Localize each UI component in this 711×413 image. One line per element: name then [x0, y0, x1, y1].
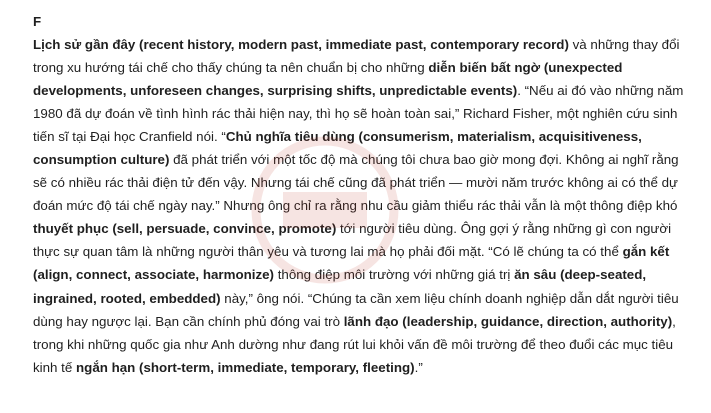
document-body	[33, 10, 685, 379]
text-run: , trong khi những quốc gia như Anh dường như đang rút lui khỏi vấn đề môi trường để theo đuổi các mục tiêu kinh tế	[33, 313, 676, 375]
bold-term: ăn sâu (deep-seated, ingrained, rooted, embedded)	[33, 267, 647, 306]
paragraph-f	[33, 33, 685, 379]
bold-term: Lịch sử gần đây (recent history, modern past, immediate past, contemporary record)	[33, 37, 569, 52]
bold-term: lãnh đạo (leadership, guidance, direction, authority)	[343, 313, 673, 329]
bold-term: Chủ nghĩa tiêu dùng (consumerism, materialism, acquisitiveness, consumption culture)	[33, 129, 642, 168]
text-run: .”	[414, 359, 423, 375]
section-label: F	[33, 14, 42, 29]
text-run: đã phát triển với một tốc độ mà chúng tôi chưa bao giờ mong đợi. Không ai nghĩ rằng sẽ có nhiều rác thải điện tử đến vậy. Nhưng tái chế cũng đã phát triển — mười năm trước không ai có thể dự đoán mức độ tái chế ngày nay.” Nhưng ông chỉ ra rằng nhu cầu giảm thiểu rác thải vẫn là một thông điệp khó	[33, 152, 679, 214]
bold-term: diễn biến bất ngờ (unexpected developments, unforeseen changes, surprising shifts, unpredictable events)	[33, 60, 623, 99]
bold-term: thuyết phục (sell, persuade, convince, promote)	[33, 221, 337, 237]
bold-term: gắn kết (align, connect, associate, harmonize)	[33, 244, 670, 283]
text-run: này,” ông nói. “Chúng ta cần xem liệu chính doanh nghiệp dẫn dắt người tiêu dùng hay ngược lại. Bạn cần chính phủ đóng vai trò	[33, 290, 679, 329]
text-run: và những thay đổi trong xu hướng tái chế cho thấy chúng ta nên chuẩn bị cho những	[33, 37, 680, 76]
text-run: . “Nếu ai đó vào những năm 1980 đã dự đoán về tình hình rác thải hiện nay, thì họ sẽ hoàn toàn sai,” Richard Fisher, một nghiên cứu sinh tiến sĩ tại Đại học Cranfield nói. “	[33, 83, 684, 145]
text-run: thông điệp môi trường với những giá trị	[274, 267, 515, 283]
bold-term: ngắn hạn (short-term, immediate, temporary, fleeting)	[76, 359, 415, 375]
text-run: tới người tiêu dùng. Ông gợi ý rằng những gì con người thực sự quan tâm là những người thân yêu và tương lai mà họ phải đối mặt. “Có lẽ chúng ta có thể	[33, 221, 672, 260]
